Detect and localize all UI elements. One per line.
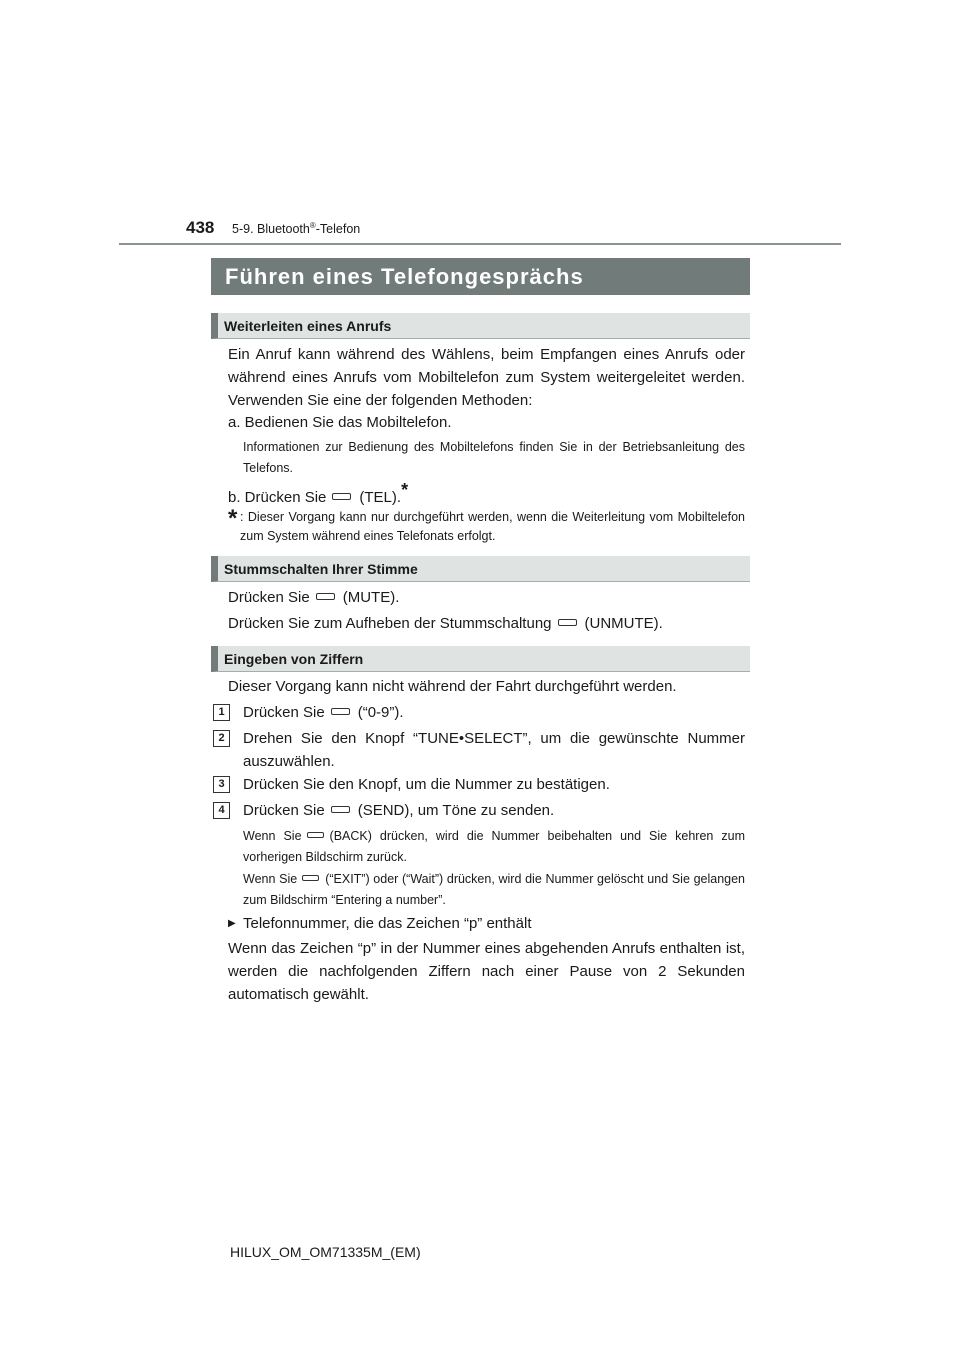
step-1-label: (“0-9”).	[357, 704, 404, 721]
step-4-text: Drücken Sie	[243, 802, 325, 819]
triangle-right-icon: ▶	[228, 918, 236, 929]
note-back	[243, 826, 745, 868]
document-footer: HILUX_OM_OM71335M_(EM)	[230, 1244, 421, 1260]
option-a-note: Informationen zur Bedienung des Mobiltelefons finden Sie in der Betriebsanleitung des Telefons.	[243, 440, 745, 475]
digits-intro: Dieser Vorgang kann nicht während der Fahrt durchgeführt werden.	[228, 678, 677, 695]
step-number-2: 2	[213, 730, 230, 747]
button-icon	[331, 806, 350, 813]
registered-mark: ®	[309, 221, 316, 230]
section-prefix: 5-9. Bluetooth	[232, 222, 310, 237]
p-heading: Telefonnummer, die das Zeichen “p” enthält	[243, 915, 532, 932]
mute-text: Drücken Sie	[228, 589, 310, 606]
footnote: : Dieser Vorgang kann nur durchgeführt werden, wenn die Weiterleitung vom Mobiltelefon zum System während eines Telefonats erfolgt.	[240, 510, 745, 543]
note-back-text: (BACK) drücken, wird die Nummer beibehalten und Sie kehren zum vorherigen Bildschirm zurück.	[243, 829, 746, 864]
page-number: 438	[186, 218, 215, 237]
option-b-label: (TEL).	[359, 489, 402, 506]
section-reference	[232, 221, 360, 236]
forwarding-intro: Ein Anruf kann während des Wählens, beim Empfangen eines Anrufs oder während eines Anrufs vom Mobiltelefon zum System weitergeleitet werden. Verwenden Sie eine der folgenden Methoden:	[228, 346, 745, 409]
mute-label: (MUTE).	[342, 589, 400, 606]
button-icon	[316, 593, 335, 600]
footnote-mark: *	[228, 505, 238, 532]
step-1	[243, 701, 745, 724]
page-title: Führen eines Telefongesprächs	[211, 258, 750, 295]
note-exit	[243, 869, 745, 911]
header-rule	[119, 243, 841, 245]
option-b	[228, 479, 745, 509]
option-b-text: b. Drücken Sie	[228, 489, 327, 506]
unmute-line	[228, 612, 745, 635]
p-text: Wenn das Zeichen “p” in der Nummer eines abgehenden Anrufs enthalten ist, werden die nachfolgenden Ziffern nach einer Pause von 2 Sekunden automatisch gewählt.	[228, 940, 745, 1003]
step-number-3: 3	[213, 776, 230, 793]
unmute-label: (UNMUTE).	[584, 615, 663, 632]
button-icon	[307, 832, 324, 838]
unmute-text: Drücken Sie zum Aufheben der Stummschaltung	[228, 615, 552, 632]
step-number-4: 4	[213, 802, 230, 819]
step-1-text: Drücken Sie	[243, 704, 325, 721]
asterisk-mark: *	[401, 480, 409, 500]
step-4	[243, 799, 745, 822]
note-exit-text: (“EXIT”) oder (“Wait”) drücken, wird die Nummer gelöscht und Sie gelangen zum Bildschirm “Entering a number”.	[243, 872, 746, 907]
mute-line	[228, 586, 745, 609]
subheading-mute: Stummschalten Ihrer Stimme	[211, 556, 750, 582]
note-exit-pre: Wenn Sie	[243, 872, 298, 886]
button-icon	[302, 875, 319, 881]
step-4-label: (SEND), um Töne zu senden.	[357, 802, 555, 819]
step-3: Drücken Sie den Knopf, um die Nummer zu bestätigen.	[243, 776, 610, 793]
step-number-1: 1	[213, 704, 230, 721]
note-back-pre: Wenn Sie	[243, 829, 302, 843]
section-suffix: -Telefon	[315, 222, 361, 237]
subheading-digits: Eingeben von Ziffern	[211, 646, 750, 672]
button-icon	[332, 493, 351, 500]
subheading-forwarding: Weiterleiten eines Anrufs	[211, 313, 750, 339]
button-icon	[558, 619, 577, 626]
button-icon	[331, 708, 350, 715]
step-2: Drehen Sie den Knopf “TUNE•SELECT”, um die gewünschte Nummer auszuwählen.	[243, 730, 745, 770]
option-a: a. Bedienen Sie das Mobiltelefon.	[228, 414, 452, 431]
